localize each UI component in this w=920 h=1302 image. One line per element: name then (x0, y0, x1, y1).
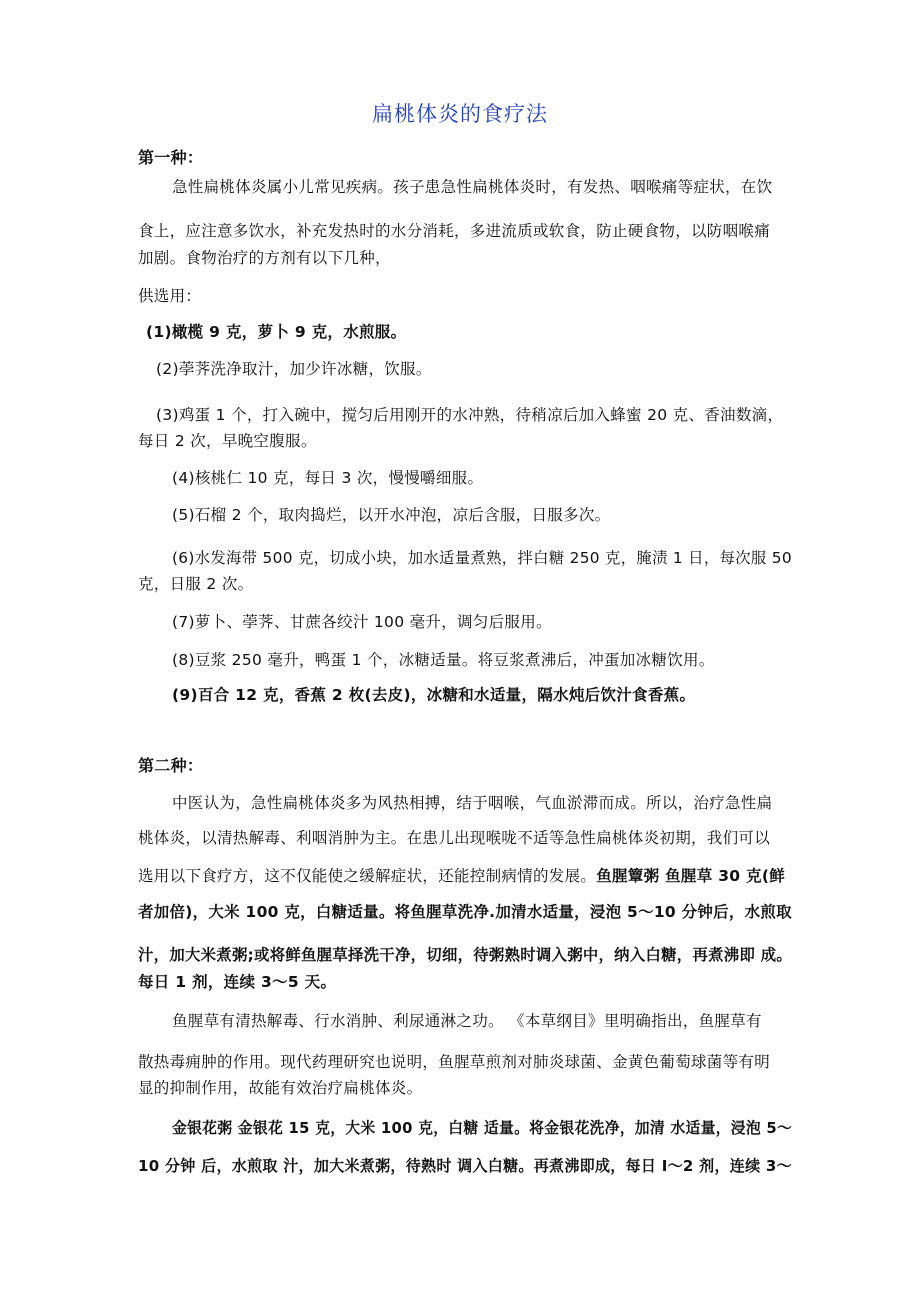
paragraph-line: 桃体炎，以清热解毒、利咽消肿为主。在患儿出现喉咙不适等急性扁桃体炎初期，我们可以 (138, 829, 771, 847)
paragraph-line: 金银花粥 金银花 15 克，大米 100 克，白糖 适量。将金银花洗净，加清 水适量，浸泡 5～ (172, 1119, 793, 1137)
paragraph-line (138, 866, 785, 886)
section-heading-1: 第一种： (138, 148, 204, 167)
paragraph-text: 选用以下食疗方，这不仅能使之缓解症状，还能控制病情的发展。 (138, 867, 597, 885)
list-item: (5)石榴 2 个，取肉捣烂，以开水冲泡，凉后含服，日服多次。 (172, 506, 611, 524)
list-item-continuation: 每日 2 次，早晚空腹服。 (138, 432, 317, 450)
list-item: (1)橄榄 9 克，萝卜 9 克，水煎服。 (146, 323, 407, 341)
paragraph-line: 者加倍)，大米 100 克，白糖适量。将鱼腥草洗净.加清水适量，浸泡 5～10 分钟后，水煎取 (138, 903, 792, 921)
list-item: (3)鸡蛋 1 个，打入碗中，搅匀后用刚开的水冲熟，待稍凉后加入蜂蜜 20 克、香油数滴， (156, 406, 784, 424)
paragraph-line: 鱼腥草有清热解毒、行水消肿、利尿通淋之功。 《本草纲目》里明确指出，鱼腥草有 (172, 1012, 762, 1030)
paragraph-line: 汁，加大米煮粥;或将鲜鱼腥草择洗干净，切细，待粥熟时调入粥中，纳入白糖，再煮沸即 成。 (138, 946, 793, 964)
recipe-name: 鱼腥簟粥 鱼腥草 30 克(鲜 (596, 867, 786, 885)
paragraph-line: 散热毒痈肿的作用。现代药理研究也说明，鱼腥草煎剂对肺炎球菌、金黄色葡萄球菌等有明 (138, 1053, 771, 1071)
list-item: (2)荸荠洗净取汁，加少许冰糖，饮服。 (156, 360, 432, 378)
list-item: (9)百合 12 克，香蕉 2 枚(去皮)，冰糖和水适量，隔水炖后饮汁食香蕉。 (172, 686, 696, 704)
paragraph-line: 中医认为，急性扁桃体炎多为风热相搏，结于咽喉，气血淤滞而成。所以，治疗急性扁 (172, 794, 773, 812)
paragraph-line: 急性扁桃体炎属小儿常见疾病。孩子患急性扁桃体炎时，有发热、咽喉痛等症状，在饮 (172, 178, 773, 196)
paragraph-line: 10 分钟 后，水煎取 汁，加大米煮粥，待熟时 调入白糖。再煮沸即成，每日 I～2 剂，连续 3～ (138, 1157, 792, 1175)
list-item: (7)萝卜、荸荠、甘蔗各绞汁 100 毫升，调匀后服用。 (172, 613, 552, 631)
section-heading-2: 第二种： (138, 756, 204, 775)
list-item: (4)核桃仁 10 克，每日 3 次，慢慢嚼细服。 (172, 469, 484, 487)
paragraph-line: 加剧。食物治疗的方剂有以下几种， (138, 249, 391, 267)
list-item: (6)水发海带 500 克，切成小块，加水适量煮熟，拌白糖 250 克，腌渍 1 日，每次服 50 (172, 549, 792, 567)
paragraph-line: 食上，应注意多饮水，补充发热时的水分消耗，多进流质或软食，防止硬食物，以防咽喉痛 (138, 222, 771, 240)
paragraph-line: 每日 1 剂，连续 3～5 天。 (138, 973, 337, 991)
list-item: (8)豆浆 250 毫升，鸭蛋 1 个，冰糖适量。将豆浆煮沸后，冲蛋加冰糖饮用。 (172, 651, 715, 669)
paragraph-line: 显的抑制作用，故能有效治疗扁桃体炎。 (138, 1079, 423, 1097)
paragraph-line: 供选用： (138, 287, 202, 305)
list-item-continuation: 克，日服 2 次。 (138, 575, 254, 593)
page-title: 扁桃体炎的食疗法 (372, 102, 548, 126)
